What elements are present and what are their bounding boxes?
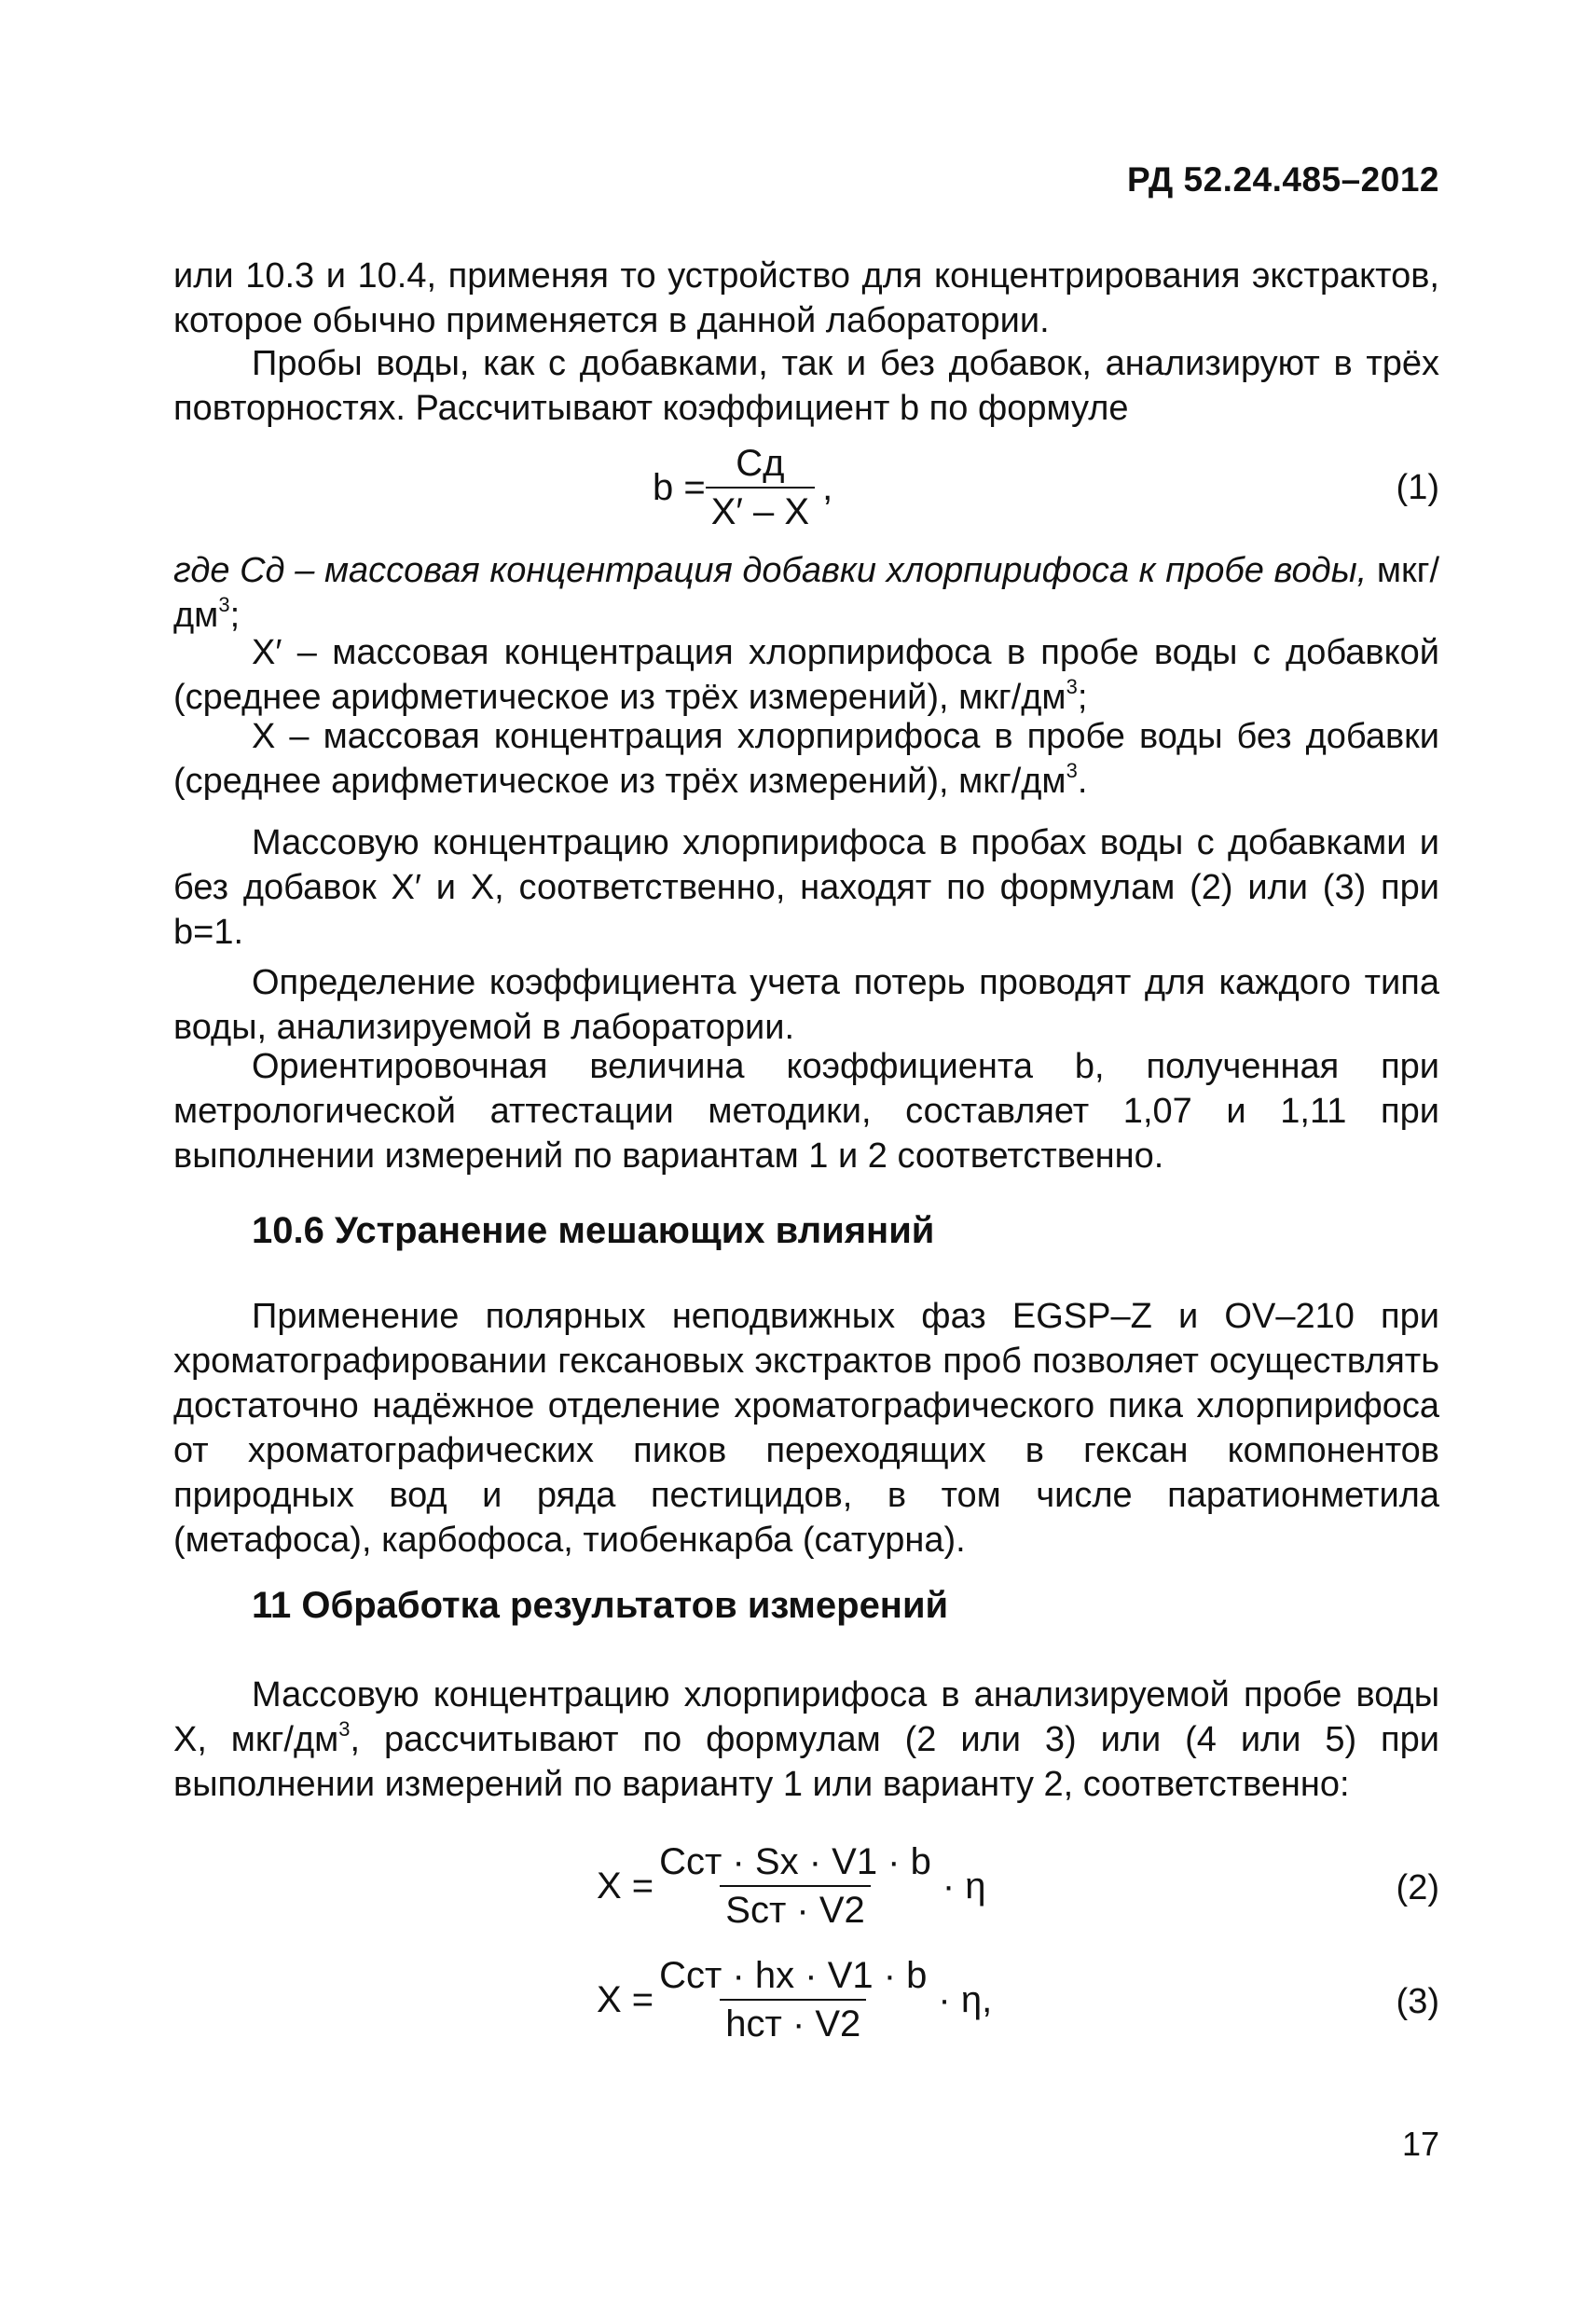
paragraph-mass-concentration: Массовую концентрацию хлорпирифоса в пробах воды с добавками и без добавок X′ и X, соответственно, находят по формулам (2) или (3) при b=1.	[173, 823, 1439, 952]
symbol-cd: Cд	[240, 551, 285, 590]
unit-exponent: 3	[338, 1717, 351, 1741]
paragraph-loss-coefficient: Определение коэффициента учета потерь проводят для каждого типа воды, анализируемой в лаборатории.	[173, 963, 1439, 1047]
formula-2-numerator: Cст · Sx · V1 · b	[659, 1841, 931, 1882]
dash: –	[295, 551, 315, 590]
results-text-a: Массовую концентрацию хлорпирифоса в анализируемой пробе воды X, мкг/дм	[173, 1675, 1439, 1759]
formula-2-fraction	[654, 1838, 937, 1934]
symbol-x-prime: X′	[252, 633, 282, 672]
formula-1-fraction	[706, 440, 815, 535]
punct: ;	[1077, 678, 1088, 717]
paragraph-continuation: или 10.3 и 10.4, применяя то устройство для концентрирования экстрактов, которое обычно применяется в данной лаборатории.	[173, 256, 1439, 340]
paragraph-approx-coefficient: Ориентировочная величина коэффициента b, полученная при метрологической аттестации методики, составляет 1,07 и 1,11 при выполнении измерений по вариантам 1 и 2 соответственно.	[173, 1047, 1439, 1176]
formula-2	[597, 1838, 986, 1934]
formula-3-lhs: X =	[597, 1978, 654, 2020]
results-text-b: , рассчитывают по формулам (2 или 3) или (4 или 5) при выполнении измерений по варианту 1 или варианту 2, соответственно:	[173, 1720, 1439, 1804]
unit-exponent: 3	[1066, 675, 1078, 698]
formula-3-numerator: Cст · hx · V1 · b	[659, 1955, 928, 1996]
formula-2-number: (2)	[1396, 1868, 1439, 1907]
formula-1-number: (1)	[1396, 468, 1439, 507]
formula-1-numerator: Cд	[736, 443, 785, 484]
unit-exponent: 3	[218, 593, 230, 616]
where-x-text: – массовая концентрация хлорпирифоса в пробе воды без добавки (среднее арифметическое из трёх измерений), мкг/дм	[173, 717, 1439, 801]
where-cd-text: массовая концентрация добавки хлорпирифоса к пробе воды,	[323, 551, 1368, 590]
formula-1-tail: ,	[822, 466, 833, 508]
punct: .	[1077, 762, 1088, 801]
unit-exponent: 3	[1066, 759, 1078, 782]
where-prefix: где	[173, 551, 230, 590]
section-heading-10-6: 10.6 Устранение мешающих влияний	[252, 1210, 935, 1251]
document-header: РД 52.24.485–2012	[1127, 160, 1439, 199]
formula-3-number: (3)	[1396, 1982, 1439, 2021]
paragraph-replicates: Пробы воды, как с добавками, так и без добавок, анализируют в трёх повторностях. Рассчитывают коэффициент b по формуле	[173, 344, 1439, 428]
where-x-prime	[173, 630, 1439, 720]
page-number: 17	[1401, 2125, 1439, 2163]
formula-3-tail: · η,	[938, 1978, 993, 2020]
punct: ;	[229, 596, 241, 635]
unit: мкг/дм	[173, 551, 1440, 635]
where-x-prime-text: – массовая концентрация хлорпирифоса в пробе воды с добавкой (среднее арифметическое из трёх измерений), мкг/дм	[173, 633, 1439, 717]
paragraph-interference: Применение полярных неподвижных фаз EGSP–Z и OV–210 при хроматографировании гексановых экстрактов проб позволяет осуществлять достаточно надёжное отделение хроматографического пика хлорпирифоса от хроматографических пиков переходящих в гексан компонентов природных вод и ряда пестицидов, в том числе паратионметила (метафоса), карбофоса, тиобенкарба (сатурна).	[173, 1297, 1439, 1560]
formula-1	[653, 440, 832, 535]
formula-3-denominator: hст · V2	[720, 1999, 866, 2047]
formula-2-denominator: Sст · V2	[720, 1885, 870, 1934]
formula-2-lhs: X =	[597, 1865, 654, 1907]
formula-1-denominator: X′ – X	[706, 487, 815, 535]
formula-3	[597, 1952, 992, 2047]
symbol-x: X	[252, 717, 276, 756]
section-heading-11: 11 Обработка результатов измерений	[252, 1585, 949, 1626]
paragraph-results	[173, 1673, 1439, 1807]
formula-1-lhs: b =	[653, 466, 706, 508]
where-cd	[173, 548, 1439, 638]
formula-3-fraction	[654, 1952, 932, 2047]
where-x	[173, 714, 1439, 804]
formula-2-tail: · η	[942, 1865, 986, 1907]
